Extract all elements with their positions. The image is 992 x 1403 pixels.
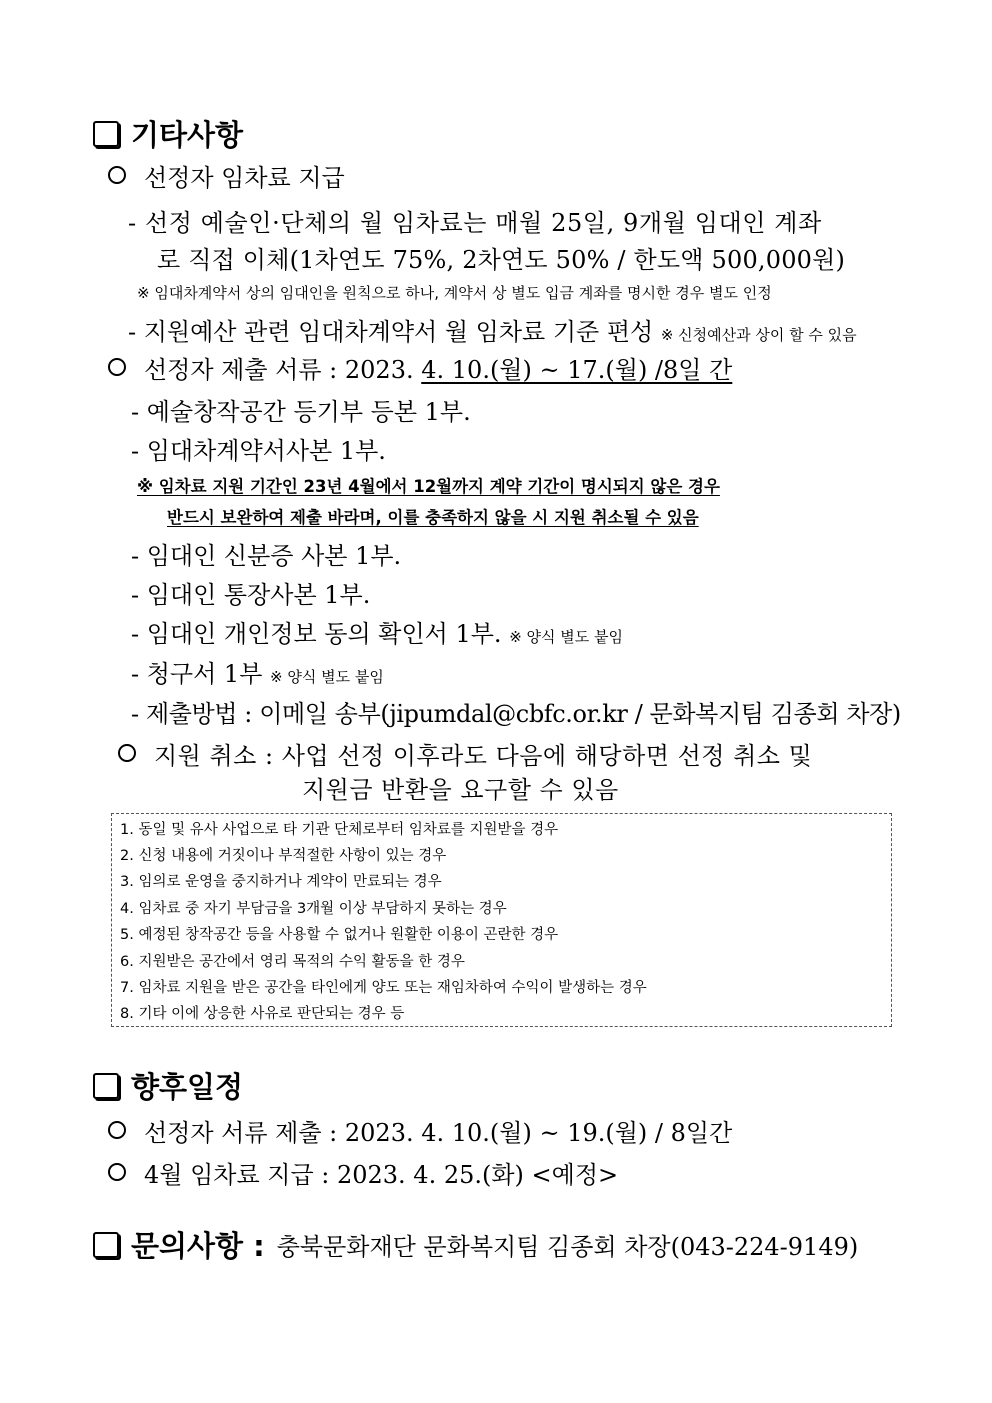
documents-warning-line2: 반드시 보완하여 제출 바라며, 이를 충족하지 않을 시 지원 취소될 수 있음 — [167, 508, 699, 527]
checkbox-square-icon — [93, 121, 119, 147]
list-item: 2. 신청 내용에 거짓이나 부적절한 사항이 있는 경우 — [120, 848, 447, 864]
rent-payment-line3-note: ※ 신청예산과 상이 할 수 있음 — [660, 326, 857, 344]
list-item: 1. 동일 및 유사 사업으로 타 기관 단체로부터 임차료를 지원받을 경우 — [120, 822, 559, 838]
cancellation-conditions-box — [111, 813, 892, 1027]
section-contact-title: 문의사항 : — [131, 1229, 265, 1263]
circle-bullet-icon — [118, 744, 136, 762]
section-other-heading — [93, 113, 243, 154]
circle-bullet-icon — [108, 1121, 126, 1139]
circle-bullet-icon — [108, 1163, 126, 1181]
list-item: 5. 예정된 창작공간 등을 사용할 수 없거나 원활한 이용이 곤란한 경우 — [120, 927, 559, 943]
document-item-2: - 임대차계약서사본 1부. — [131, 437, 386, 465]
document-item-5: - 임대인 개인정보 동의 확인서 1부. ※ 양식 별도 붙임 — [131, 620, 624, 648]
section-other-title: 기타사항 — [131, 118, 244, 152]
checkbox-square-icon — [93, 1073, 119, 1099]
document-item-6: - 청구서 1부 ※ 양식 별도 붙임 — [131, 660, 384, 688]
list-item: 8. 기타 이에 상응한 사유로 판단되는 경우 등 — [120, 1006, 405, 1022]
document-item-6-note: ※ 양식 별도 붙임 — [270, 668, 384, 686]
rent-payment-title: 선정자 임차료 지급 — [108, 158, 345, 193]
rent-payment-note: ※ 임대차계약서 상의 임대인을 원칙으로 하나, 계약서 상 별도 입금 계좌를 명시한 경우 별도 인정 — [137, 284, 772, 302]
document-item-5-note: ※ 양식 별도 붙임 — [509, 628, 624, 646]
section-schedule-title: 향후일정 — [131, 1070, 244, 1104]
document-item-4: - 임대인 통장사본 1부. — [131, 581, 371, 609]
document-item-1: - 예술창작공간 등기부 등본 1부. — [131, 398, 471, 426]
cancellation-title-line1: 지원 취소 : 사업 선정 이후라도 다음에 해당하면 선정 취소 및 — [118, 736, 812, 771]
section-contact-heading — [93, 1224, 858, 1265]
circle-bullet-icon — [108, 358, 126, 376]
rent-payment-line2: 로 직접 이체(1차연도 75%, 2차연도 50% / 한도액 500,000원) — [157, 246, 846, 274]
documents-warning-line1: ※ 임차료 지원 기간인 23년 4월에서 12월까지 계약 기간이 명시되지 않은 경우 — [137, 477, 720, 496]
section-schedule-heading — [93, 1065, 243, 1106]
document-item-7: - 제출방법 : 이메일 송부(jipumdal@cbfc.or.kr / 문화복지팀 김종회 차장) — [131, 700, 901, 728]
list-item: 7. 임차료 지원을 받은 공간을 타인에게 양도 또는 재임차하여 수익이 발생하는 경우 — [120, 980, 647, 996]
document-item-3: - 임대인 신분증 사본 1부. — [131, 542, 402, 570]
documents-period: 4. 10.(월) ~ 17.(월) /8일 간 — [421, 356, 733, 384]
schedule-item-1: 선정자 서류 제출 : 2023. 4. 10.(월) ~ 19.(월) / 8일간 — [108, 1113, 732, 1148]
list-item: 6. 지원받은 공간에서 영리 목적의 수익 활동을 한 경우 — [120, 954, 465, 970]
contact-value: 충북문화재단 문화복지팀 김종회 차장(043-224-9149) — [276, 1233, 859, 1261]
documents-title: 선정자 제출 서류 : 2023. 4. 10.(월) ~ 17.(월) /8일 간 — [108, 350, 732, 385]
list-item: 3. 임의로 운영을 중지하거나 계약이 만료되는 경우 — [120, 874, 442, 890]
checkbox-square-icon — [93, 1232, 119, 1258]
rent-payment-line3: - 지원예산 관련 임대차계약서 월 임차료 기준 편성 ※ 신청예산과 상이 할 수 있음 — [128, 318, 857, 346]
list-item: 4. 임차료 중 자기 부담금을 3개월 이상 부담하지 못하는 경우 — [120, 901, 507, 917]
schedule-item-2: 4월 임차료 지급 : 2023. 4. 25.(화) <예정> — [108, 1155, 618, 1190]
rent-payment-line1: - 선정 예술인·단체의 월 임차료는 매월 25일, 9개월 임대인 계좌 — [128, 209, 822, 237]
circle-bullet-icon — [108, 166, 126, 184]
cancellation-title-line2: 지원금 반환을 요구할 수 있음 — [302, 776, 619, 804]
